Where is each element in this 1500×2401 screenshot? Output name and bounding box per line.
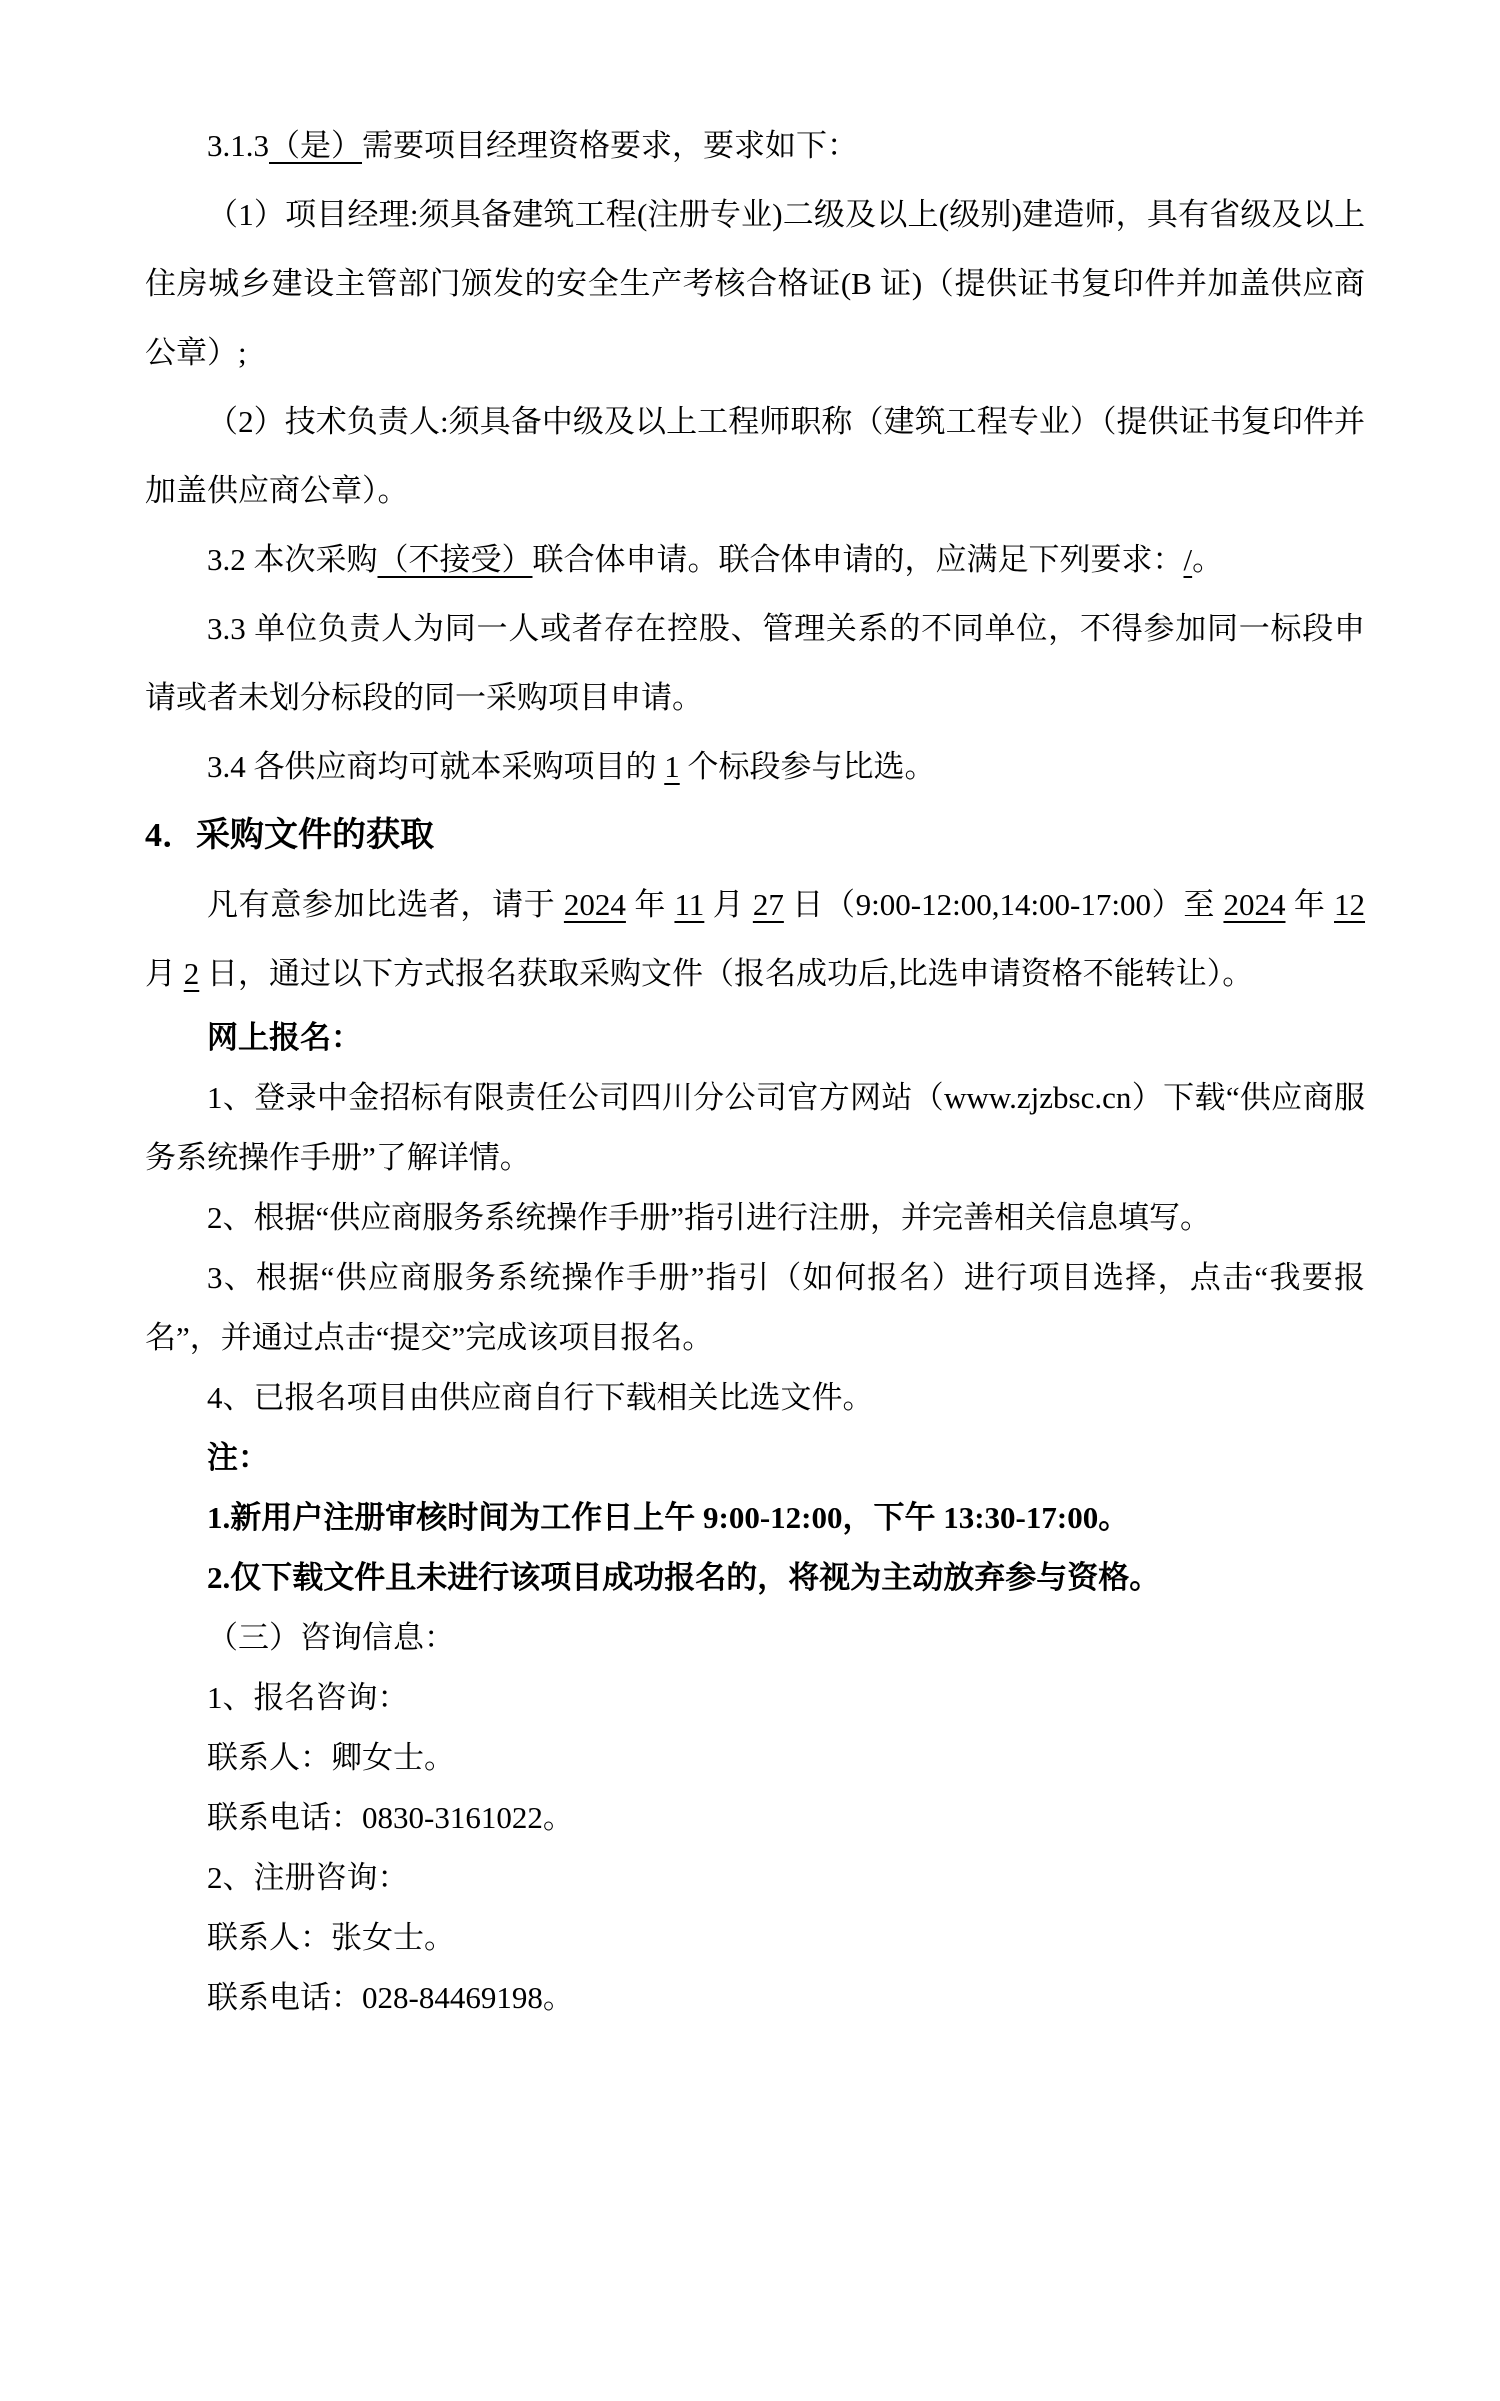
underlined-run-day-start: 27 <box>752 887 784 922</box>
text-run: 联系人：卿女士。 <box>207 1740 455 1775</box>
subheading-consultation-info <box>145 1608 1365 1668</box>
text-run: 联系电话：028-84469198。 <box>207 1980 574 2015</box>
section-online-registration <box>145 1008 1365 2028</box>
section-heading-document-acquisition <box>145 801 1365 870</box>
paragraph-3-1-3 <box>145 111 1365 180</box>
text-run: 2、注册咨询： <box>207 1860 409 1895</box>
text-run: 3、根据“供应商服务系统操作手册”指引（如何报名）进行项目选择，点击“我要报名”，并通过点击“提交”完成该项目报名。 <box>145 1260 1365 1355</box>
underlined-run-year-end: 2024 <box>1223 887 1286 922</box>
text-run: 1、登录中金招标有限责任公司四川分公司官方网站（www.zjzbsc.cn）下载“供应商服务系统操作手册”了解详情。 <box>145 1080 1365 1175</box>
text-run: 个标段参与比选。 <box>679 749 936 784</box>
text-run: 3.2 本次采购 <box>207 542 378 577</box>
paragraph-registration-consultation <box>145 1668 1365 1728</box>
underlined-run-year-start: 2024 <box>563 887 626 922</box>
text-run: 日（9:00-12:00,14:00-17:00）至 <box>783 887 1224 922</box>
paragraph-contact-person-zhang <box>145 1908 1365 1968</box>
paragraph-registration-period <box>145 870 1365 1008</box>
text-run: 联系电话：0830-3161022。 <box>207 1800 574 1835</box>
text-run: 2.仅下载文件且未进行该项目成功报名的，将视为主动放弃参与资格。 <box>207 1560 1161 1595</box>
subheading-note <box>145 1428 1365 1488</box>
underlined-run-month-end: 12 <box>1334 887 1366 922</box>
paragraph-contact-person-qing <box>145 1728 1365 1788</box>
underlined-run-not-accepted: （不接受） <box>377 542 533 577</box>
text-run: 1.新用户注册审核时间为工作日上午 9:00-12:00，下午 13:30-17:00。 <box>207 1500 1130 1535</box>
text-run: 2、根据“供应商服务系统操作手册”指引进行注册，并完善相关信息填写。 <box>207 1200 1212 1235</box>
paragraph-3-2-consortium <box>145 525 1365 594</box>
text-run: 3.1.3 <box>207 128 269 163</box>
text-run: 1、报名咨询： <box>207 1680 409 1715</box>
underlined-run-month-start: 11 <box>674 887 705 922</box>
paragraph-step-2-register <box>145 1188 1365 1248</box>
paragraph-step-1-login <box>145 1068 1365 1188</box>
text-run: 年 <box>625 887 675 922</box>
text-run: 。 <box>1192 542 1224 577</box>
paragraph-contact-phone-qing <box>145 1788 1365 1848</box>
paragraph-account-consultation <box>145 1848 1365 1908</box>
underlined-run-day-end: 2 <box>183 956 200 991</box>
text-run: （2）技术负责人:须具备中级及以上工程师职称（建筑工程专业）（提供证书复印件并加盖供应商公章）。 <box>145 404 1365 508</box>
text-run: 3.3 单位负责人为同一人或者存在控股、管理关系的不同单位，不得参加同一标段申请或者未划分标段的同一采购项目申请。 <box>145 611 1365 715</box>
paragraph-contact-phone-zhang <box>145 1968 1365 2028</box>
text-run: 年 <box>1285 887 1335 922</box>
paragraph-project-manager-requirement <box>145 180 1365 387</box>
paragraph-note-1-review-time <box>145 1488 1365 1548</box>
text-run: 月 <box>145 956 184 991</box>
underlined-run-slash: / <box>1183 542 1193 577</box>
paragraph-step-3-apply <box>145 1248 1365 1368</box>
text-run: （1）项目经理:须具备建筑工程(注册专业)二级及以上(级别)建造师，具有省级及以上住房城乡建设主管部门颁发的安全生产考核合格证(B 证)（提供证书复印件并加盖供应商公章）; <box>145 197 1365 370</box>
subheading-text: 网上报名： <box>207 1020 362 1055</box>
text-run: 凡有意参加比选者，请于 <box>207 887 564 922</box>
text-run: （三）咨询信息： <box>207 1620 455 1655</box>
paragraph-3-4-sections <box>145 732 1365 801</box>
underlined-run-one: 1 <box>664 749 680 784</box>
text-run: 联系人：张女士。 <box>207 1920 455 1955</box>
subheading-text: 注： <box>207 1440 269 1475</box>
text-run: 月 <box>704 887 753 922</box>
paragraph-3-3-same-person <box>145 594 1365 732</box>
text-run: 日，通过以下方式报名获取采购文件（报名成功后,比选申请资格不能转让）。 <box>199 956 1254 991</box>
text-run: 需要项目经理资格要求，要求如下： <box>362 128 858 163</box>
subheading-online-registration <box>145 1008 1365 1068</box>
text-run: 联合体申请。联合体申请的，应满足下列要求： <box>532 542 1184 577</box>
text-run: 3.4 各供应商均可就本采购项目的 <box>207 749 665 784</box>
paragraph-technical-lead-requirement <box>145 387 1365 525</box>
paragraph-step-4-download <box>145 1368 1365 1428</box>
section-requirements <box>145 111 1365 1008</box>
paragraph-note-2-forfeit <box>145 1548 1365 1608</box>
text-run: 4、已报名项目由供应商自行下载相关比选文件。 <box>207 1380 874 1415</box>
underlined-run-yes: （是） <box>269 128 362 163</box>
heading-text: 4．采购文件的获取 <box>145 817 434 854</box>
